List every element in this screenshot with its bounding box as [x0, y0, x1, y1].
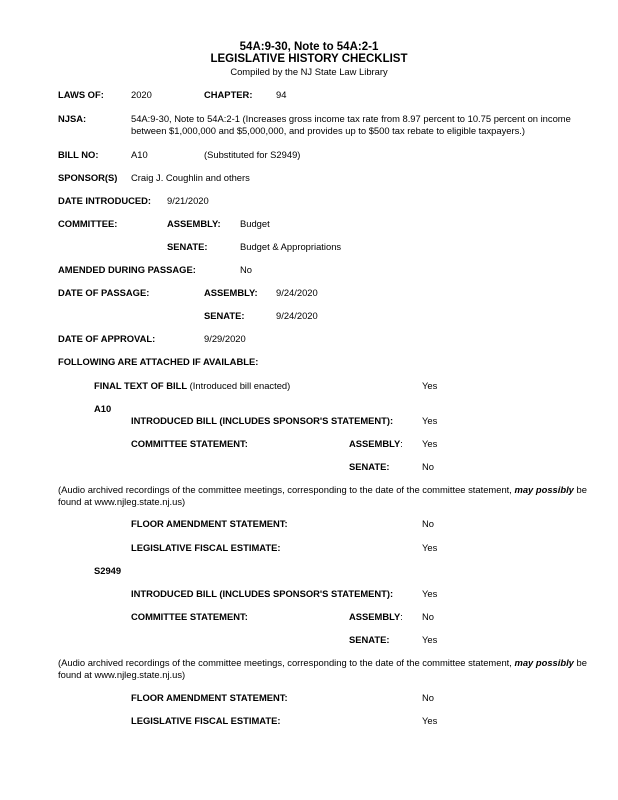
passage-assembly-label: ASSEMBLY: — [204, 287, 258, 298]
a10-introduced-value: Yes — [422, 415, 438, 426]
attached-heading: FOLLOWING ARE ATTACHED IF AVAILABLE: — [58, 356, 259, 367]
s2949-audio-note-url: be found at www.njleg.state.nj.us) — [58, 657, 587, 680]
committee-assembly-label: ASSEMBLY: — [167, 218, 221, 229]
s2949-audio-note-emphasis: may possibly — [514, 657, 574, 668]
s2949-fiscal-estimate-label: LEGISLATIVE FISCAL ESTIMATE: — [131, 715, 281, 726]
chapter-label: CHAPTER: — [204, 89, 253, 100]
s2949-audio-note — [58, 657, 603, 681]
bill-no-value: A10 — [131, 149, 148, 160]
njsa-value: 54A:9-30, Note to 54A:2-1 (Increases gross income tax rate from 8.97 percent to 10.75 percent on income between $1,000,000 and $5,000,000, and provides up to $500 tax rebate to eligible taxpayers.) — [131, 113, 571, 136]
s2949-audio-note-text: (Audio archived recordings of the committee meetings, corresponding to the date of the committee statement, — [58, 657, 512, 668]
a10-committee-statement-label: COMMITTEE STATEMENT: — [131, 438, 248, 449]
a10-assembly-row — [349, 438, 403, 449]
a10-senate-label: SENATE: — [349, 461, 390, 472]
passage-label: DATE OF PASSAGE: — [58, 287, 150, 298]
sponsors-value: Craig J. Coughlin and others — [131, 172, 250, 183]
passage-senate-label: SENATE: — [204, 310, 245, 321]
a10-assembly-label: ASSEMBLY — [349, 438, 401, 449]
date-introduced-value: 9/21/2020 — [167, 195, 209, 206]
amended-label: AMENDED DURING PASSAGE: — [58, 264, 196, 275]
compiled-by: Compiled by the NJ State Law Library — [230, 66, 388, 77]
s2949-assembly-row — [349, 611, 403, 622]
a10-assembly-colon: : — [400, 438, 403, 449]
s2949-assembly-label: ASSEMBLY — [349, 611, 401, 622]
bill-no-label: BILL NO: — [58, 149, 99, 160]
final-text-note: (Introduced bill enacted) — [189, 380, 291, 391]
committee-label: COMMITTEE: — [58, 218, 118, 229]
approval-value: 9/29/2020 — [204, 333, 246, 344]
s2949-introduced-label: INTRODUCED BILL (INCLUDES SPONSOR'S STATEMENT): — [131, 588, 394, 599]
laws-of-label: LAWS OF: — [58, 89, 104, 100]
a10-audio-note-text: (Audio archived recordings of the committee meetings, corresponding to the date of the committee statement, — [58, 484, 512, 495]
passage-assembly-value: 9/24/2020 — [276, 287, 318, 298]
s2949-committee-statement-label: COMMITTEE STATEMENT: — [131, 611, 248, 622]
committee-senate-label: SENATE: — [167, 241, 208, 252]
s2949-fiscal-estimate-value: Yes — [422, 715, 438, 726]
statute-heading: 54A:9-30, Note to 54A:2-1 — [239, 41, 379, 53]
s2949-assembly-value: No — [422, 611, 434, 622]
a10-audio-note-url: be found at www.njleg.state.nj.us) — [58, 484, 587, 507]
a10-introduced-label: INTRODUCED BILL (INCLUDES SPONSOR'S STATEMENT): — [131, 415, 394, 426]
a10-bill-label: A10 — [94, 403, 112, 414]
chapter-value: 94 — [276, 89, 287, 100]
a10-audio-note-emphasis: may possibly — [514, 484, 574, 495]
s2949-bill-label: S2949 — [94, 565, 122, 576]
a10-audio-note — [58, 484, 603, 508]
laws-of-value: 2020 — [131, 89, 152, 100]
approval-label: DATE OF APPROVAL: — [58, 333, 156, 344]
bill-no-substitution: (Substituted for S2949) — [204, 149, 301, 160]
s2949-senate-value: Yes — [422, 634, 438, 645]
njsa-label: NJSA: — [58, 113, 87, 124]
s2949-senate-label: SENATE: — [349, 634, 390, 645]
committee-assembly-value: Budget — [240, 218, 270, 229]
a10-fiscal-estimate-value: Yes — [422, 542, 438, 553]
sponsors-label: SPONSOR(S) — [58, 172, 118, 183]
passage-senate-value: 9/24/2020 — [276, 310, 318, 321]
s2949-floor-amendment-value: No — [422, 692, 434, 703]
s2949-assembly-colon: : — [400, 611, 403, 622]
a10-floor-amendment-value: No — [422, 518, 434, 529]
date-introduced-label: DATE INTRODUCED: — [58, 195, 152, 206]
a10-floor-amendment-label: FLOOR AMENDMENT STATEMENT: — [131, 518, 288, 529]
final-text-label: FINAL TEXT OF BILL — [94, 380, 188, 391]
a10-fiscal-estimate-label: LEGISLATIVE FISCAL ESTIMATE: — [131, 542, 281, 553]
a10-assembly-value: Yes — [422, 438, 438, 449]
s2949-introduced-value: Yes — [422, 588, 438, 599]
amended-value: No — [240, 264, 252, 275]
final-text-row — [94, 380, 290, 391]
s2949-floor-amendment-label: FLOOR AMENDMENT STATEMENT: — [131, 692, 288, 703]
a10-senate-value: No — [422, 461, 434, 472]
committee-senate-value: Budget & Appropriations — [240, 241, 342, 252]
document-title: LEGISLATIVE HISTORY CHECKLIST — [210, 53, 408, 65]
final-text-value: Yes — [422, 380, 438, 391]
